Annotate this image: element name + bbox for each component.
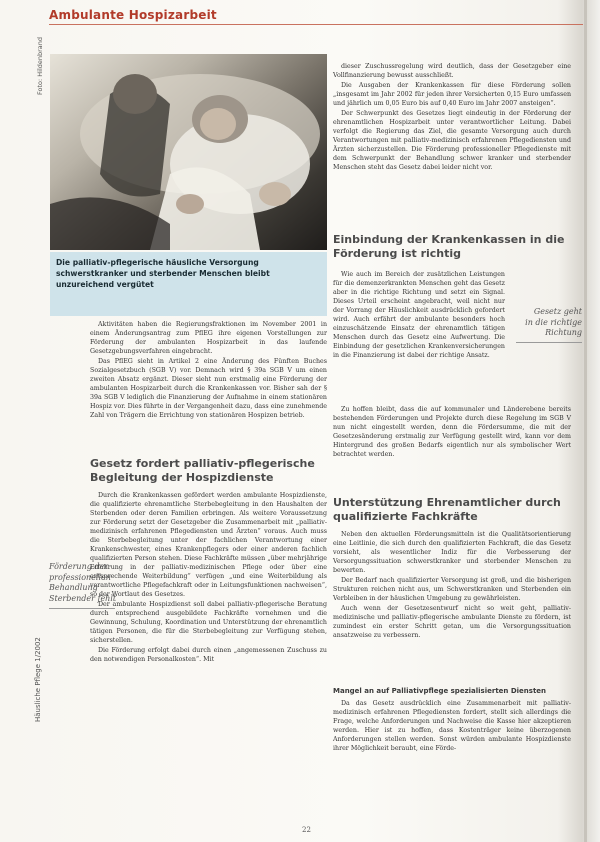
pull-quote-rule [49, 608, 115, 609]
photo-credit: Foto: Hildenbrand [36, 36, 44, 95]
right-column-body-narrow [333, 270, 505, 361]
pull-quote-line: Richtung [545, 328, 582, 337]
photo-illustration [50, 54, 327, 250]
journal-name: Häusliche Pflege 1/2002 [34, 637, 42, 722]
pull-quote-right [510, 307, 582, 339]
paragraph: Aktivitäten haben die Regierungsfraktionen im November 2001 in einem Änderungsantrag zum PflEG ihre eigenen Vorstellungen zur Förderung der ambulanten Hospizarbeit in das laufende Gesetzgebungsverfahren eingebracht. [90, 321, 327, 355]
pull-quote-line: in die richtige [525, 317, 582, 327]
section-heading: Gesetz fordert palliativ-pflegerische Begleitung der Hospizdienste [90, 457, 315, 484]
paragraph: Die Ausgaben der Krankenkassen für diese Förderung sollen „insgesamt im Jahr 2002 für jeden ihrer Versicherten 0,15 Euro umfassen und jährlich um 0,05 Euro bis auf 0,40 Euro im Jahr 2007 ansteigen“. [333, 82, 571, 107]
paragraph: Die Förderung erfolgt dabei durch einen „angemessenen Zuschuss zu den notwendigen Personalkosten“. Mit [90, 647, 327, 663]
paragraph: Neben den aktuellen Förderungsmitteln ist die Qualitätsorientierung eine Leitlinie, die sich durch den qualifizierten Fachkraft, die das Gesetz vorsieht, als wesentlicher Indiz für die Verbesserung der Versorgungssituation schwerstkranker und sterbender Menschen zu bewerten. [333, 531, 571, 574]
pull-quote-line: professionellen [49, 572, 111, 582]
pull-quote-left [49, 562, 125, 604]
pull-quote-line: Behandlung [49, 583, 98, 592]
paragraph: Zu hoffen bleibt, dass die auf kommunaler und Länderebene bereits bestehenden Förderungen und Projekte durch diese Regelung im SGB V nun nicht eingestellt werden, denn die Fördersumme, die mit der Gesetzesänderung erstmalig zur Verfügung gestellt wird, kann vor dem Hintergrund des großen Bedarfs eigentlich nur als symbolischer Wert betrachtet werden. [333, 406, 571, 458]
pull-quote-line: Gesetz geht [533, 307, 582, 316]
paragraph: Das PflEG sieht in Artikel 2 eine Änderung des Fünften Buches Sozialgesetzbuch (SGB V) vor. Demnach wird § 39a SGB V um einen zweiten Absatz ergänzt. Dieser sieht nun erstmalig eine Förderung der ambulanten Hospizarbeit durch die Krankenkassen vor. Bisher sah der § 39a SGB V lediglich die Finanzierung der Aufnahme in einem stationären Hospiz vor. Dies führte in der Vergangenheit dazu, dass eine zunehmende Zahl von Trägern die Errichtung von stationären Hospizen betrieb. [90, 358, 327, 419]
paragraph: Da das Gesetz ausdrücklich eine Zusammenarbeit mit palliativ-medizinisch erfahrenen Pflegediensten fordert, stellt sich allerdings die Frage, welche Anforderungen und Nachweise die Kasse hier akzeptieren werden. Hier ist zu hoffen, dass Kostenträger keine überzogenen Anforderungen stellen werden. Sonst würden ambulante Hospizdienste ihrer Möglichkeit beraubt, eine Förde- [333, 700, 571, 752]
pull-quote-line: Förderung der [49, 562, 109, 571]
section-heading: Einbindung der Krankenkassen in die Förderung ist richtig [333, 233, 565, 260]
section-header: Ambulante Hospizarbeit [49, 8, 217, 22]
left-column-intro [90, 320, 327, 421]
right-column-body-3 [333, 699, 571, 754]
paragraph: Der ambulante Hospizdienst soll dabei palliativ-pflegerische Beratung durch entsprechend ausgebildete Fachkräfte vornehmen und die Gewinnung, Schulung, Koordination und Unterstützung der ehrenamtlich tätigen Personen, die für die Sterbebegleitung zur Verfügung stehen, sicherstellen. [90, 601, 327, 644]
paragraph: Durch die Krankenkassen gefördert werden ambulante Hospizdienste, die qualifizierte ehrenamtliche Sterbebegleitung in den Haushalten der Sterbenden oder deren Familien erbringen. Als weitere Voraussetzung zur Förderung setzt der Gesetzgeber die Zusammenarbeit mit „palliativ-medizinisch erfahrenen Pflegediensten und Ärzten“ voraus. Auch muss die Sterbebegleitung unter der fachlichen Verantwortung einer Krankenschwester, eines Krankenpflegers oder einer anderen fachlich qualifizierten Person stehen. Diese Fachkräfte müssen „über mehrjährige Erfahrung in der palliativ-medizinischen Pflege oder über eine entsprechende Weiterbildung“ verfügen „und eine Weiterbildung als verantwortliche Pflegefachkraft oder in Leitungsfunktionen nachweisen“, so der Wortlaut des Gesetzes. [90, 492, 327, 598]
paragraph: Auch wenn der Gesetzesentwurf nicht so weit geht, palliativ-medizinische und palliativ-pflegerische ambulante Dienste zu fördern, ist zumindest ein erster Schritt getan, um die Versorgungssituation ansatzweise zu verbessern. [333, 605, 571, 639]
right-column-body [333, 405, 571, 460]
photo-caption: Die palliativ-pflegerische häusliche Versorgung schwerstkranker und sterbender Menschen bleibt unzureichend vergütet [50, 252, 327, 316]
paragraph: Wie auch im Bereich der zusätzlichen Leistungen für die demenzerkrankten Menschen geht das Gesetz aber in die richtige Richtung und setzt ein Signal. Dieses Urteil erscheint angebracht, weil nicht nur der Vorrang der Häuslichkeit ausdrücklich gefordert wird. Auch erfährt der ambulante besonders hoch einzuschätzende Einsatz der ehrenamtlich tätigen Menschen durch das Gesetz eine Aufwertung. Die Einbindung der gesetzlichen Krankenversicherungen in die Finanzierung ist dabei der richtige Ansatz. [333, 271, 505, 359]
paragraph: dieser Zuschussregelung wird deutlich, dass der Gesetzgeber eine Vollfinanzierung bewusst ausschließt. [333, 63, 571, 79]
header-rule [49, 24, 583, 25]
page-fold-shadow [584, 0, 587, 842]
section-heading: Unterstützung Ehrenamtlicher durch qualifizierte Fachkräfte [333, 496, 561, 523]
right-column-body-2 [333, 530, 571, 641]
right-column-intro [333, 62, 571, 173]
page-number: 22 [302, 826, 311, 834]
left-column-body [90, 491, 327, 665]
pull-quote-rule [516, 342, 582, 343]
paragraph: Der Bedarf nach qualifizierter Versorgung ist groß, und die bisherigen Strukturen reichen nicht aus, um Schwerstkranken und Sterbenden ein Verbleiben in der häuslichen Umgebung zu gewährleisten. [333, 577, 571, 602]
subheading: Mangel an auf Palliativpflege spezialisierten Diensten [333, 687, 547, 695]
paragraph: Der Schwerpunkt des Gesetzes liegt eindeutig in der Förderung der ehrenamtlichen Hospizarbeit unter verantwortlicher Leitung. Dabei verfolgt die Regierung das Ziel, die gesamte Versorgung auch durch Verantwortungen mit palliativ-medizinisch erfahrenen Pflegediensten und Ärzten sicherzustellen. Die Förderung professioneller Pflegedienste mit dem Schwerpunkt der Behandlung schwer kranker und sterbender Menschen steht das Gesetz dabei leider nicht vor. [333, 110, 571, 171]
pull-quote-line: Sterbender fehlt [49, 593, 117, 603]
article-photo [50, 54, 327, 250]
